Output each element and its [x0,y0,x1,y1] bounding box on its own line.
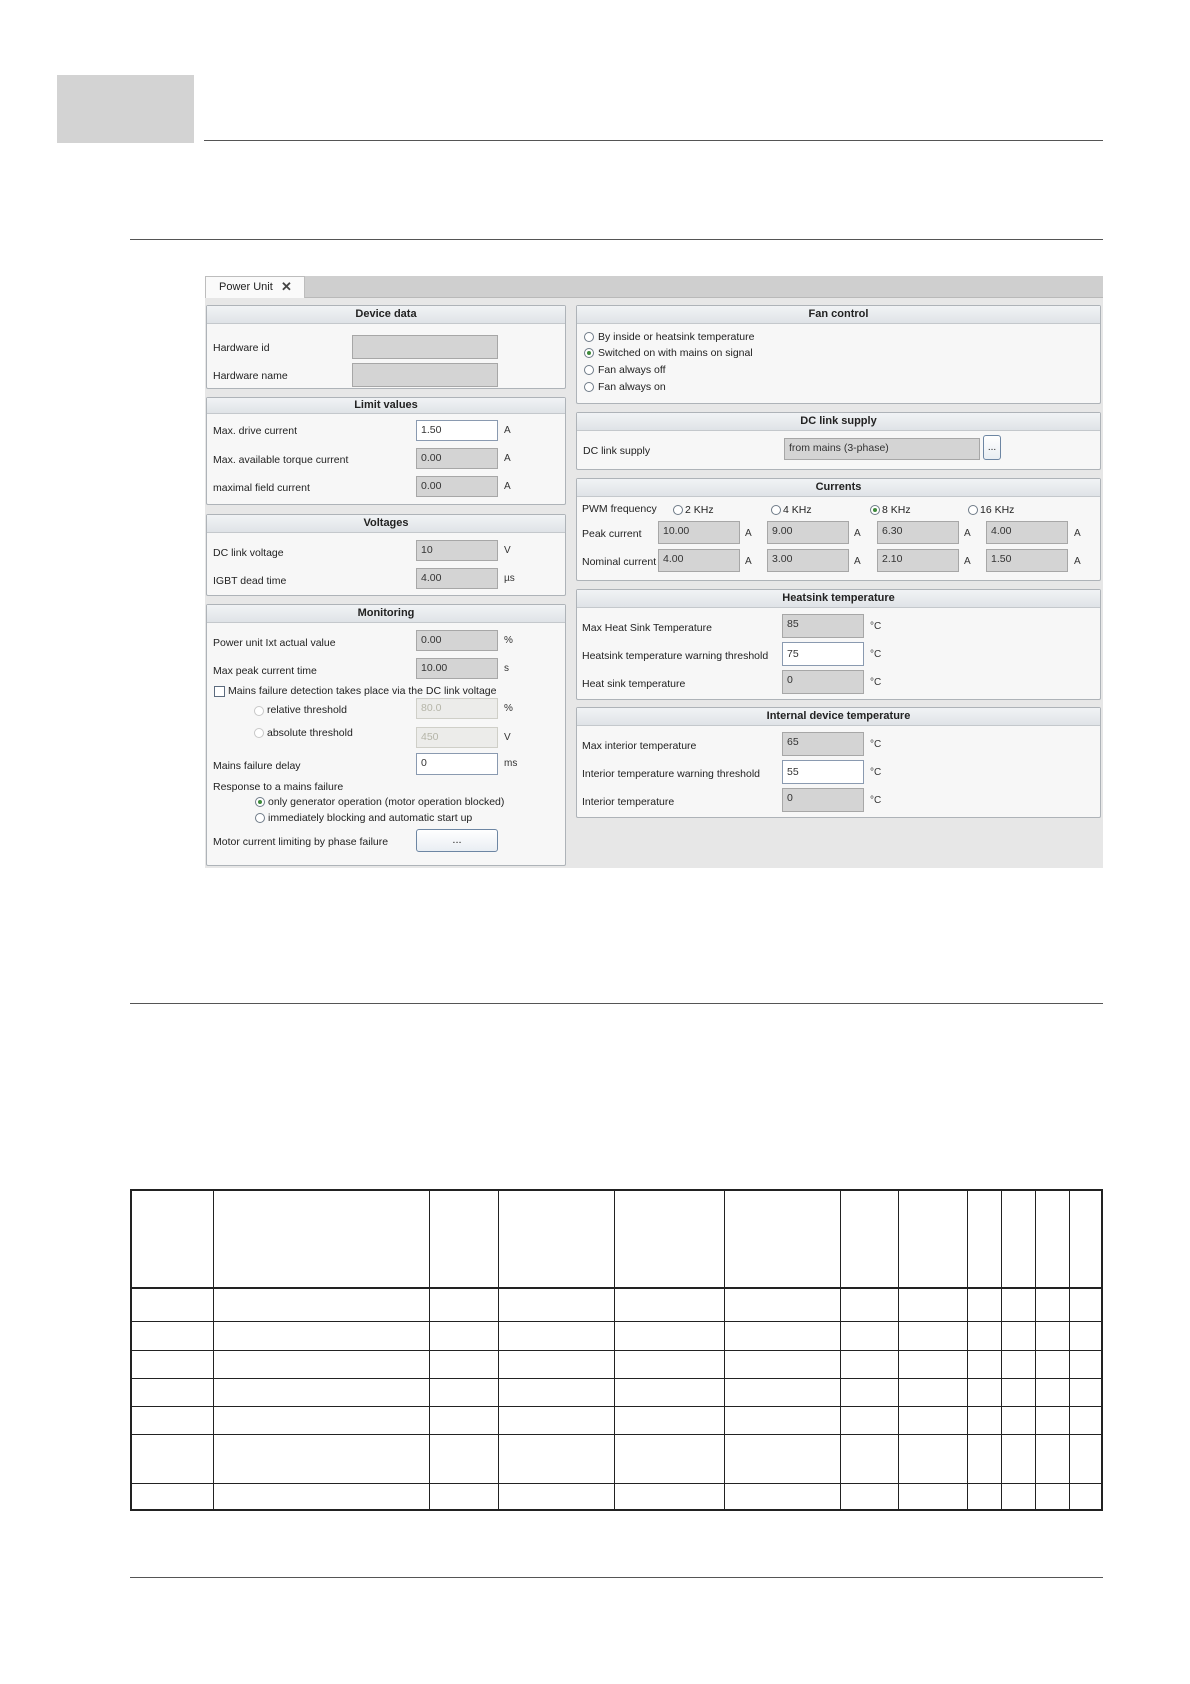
interior-warning-input[interactable]: 55 [782,760,864,784]
unit-label: °C [870,621,882,632]
nominal-current-label: Nominal current [582,556,657,568]
dc-link-supply-title: DC link supply [577,413,1100,431]
igbt-dead-time-label: IGBT dead time [213,575,287,587]
table-column-rule [967,1189,968,1511]
monitoring-group [206,604,566,866]
mains-failure-delay-label: Mains failure delay [213,760,301,772]
section-rule-middle [130,1003,1103,1004]
hardware-id-label: Hardware id [213,342,270,354]
table-row-rule [130,1406,1103,1407]
relative-threshold-label: relative threshold [267,704,347,716]
interior-temp-title: Internal device temperature [577,708,1100,726]
response-blocking-label: immediately blocking and automatic start up [268,812,473,824]
response-generator-label: only generator operation (motor operation blocked) [268,796,505,808]
heatsink-temp-label: Heat sink temperature [582,678,686,690]
dc-link-supply-button[interactable]: ... [983,435,1001,460]
max-torque-current-field: 0.00 [416,448,498,469]
peak-current-field: 9.00 [767,521,849,544]
unit-label: A [854,528,861,539]
hardware-id-field [352,335,498,359]
response-generator-radio[interactable] [255,797,265,807]
nominal-current-field: 1.50 [986,549,1068,572]
relative-threshold-radio[interactable] [254,706,264,716]
unit-label: A [504,481,511,492]
fan-option-temperature-label: By inside or heatsink temperature [598,331,755,343]
table-column-rule [724,1189,725,1511]
response-label: Response to a mains failure [213,781,344,793]
table-row-rule [130,1378,1103,1379]
max-peak-time-label: Max peak current time [213,665,317,677]
phase-failure-button[interactable]: ... [416,829,498,852]
peak-current-label: Peak current [582,528,642,540]
table-column-rule [1069,1189,1070,1511]
fan-option-off-radio[interactable] [584,365,594,375]
unit-label: °C [870,649,882,660]
tab-label: Power Unit [219,281,273,293]
max-heatsink-temp-label: Max Heat Sink Temperature [582,622,712,634]
table-column-rule [1035,1189,1036,1511]
table-column-rule [213,1189,214,1511]
heatsink-title: Heatsink temperature [577,590,1100,608]
pwm-2khz-radio[interactable] [673,505,683,515]
pwm-2khz-label: 2 KHz [685,504,714,516]
close-icon[interactable]: ✕ [281,279,292,294]
power-unit-screenshot [205,276,1103,868]
fan-option-on-label: Fan always on [598,381,666,393]
hardware-name-label: Hardware name [213,370,288,382]
pwm-8khz-label: 8 KHz [882,504,911,516]
device-data-group [206,305,566,389]
hardware-name-field [352,363,498,387]
unit-label: A [1074,528,1081,539]
phase-failure-label: Motor current limiting by phase failure [213,836,389,848]
dc-link-supply-field: from mains (3-phase) [784,438,980,460]
nominal-current-field: 4.00 [658,549,740,572]
heatsink-group [576,589,1101,700]
unit-label: % [504,635,513,646]
table-row-rule [130,1350,1103,1351]
unit-label: °C [870,677,882,688]
device-data-title: Device data [207,306,565,324]
voltages-title: Voltages [207,515,565,533]
section-rule-top [130,239,1103,240]
max-interior-temp-field: 65 [782,732,864,756]
response-blocking-radio[interactable] [255,813,265,823]
table-row-rule [130,1483,1103,1484]
mains-detection-label: Mains failure detection takes place via the DC link voltage [228,685,497,697]
pwm-4khz-radio[interactable] [771,505,781,515]
absolute-threshold-radio[interactable] [254,728,264,738]
pwm-frequency-label: PWM frequency [582,503,657,515]
limit-values-title: Limit values [207,398,565,414]
peak-current-field: 4.00 [986,521,1068,544]
pwm-8khz-radio[interactable] [870,505,880,515]
table-column-rule [898,1189,899,1511]
tab-strip [205,276,1103,298]
max-field-current-label: maximal field current [213,482,310,494]
dc-link-supply-label: DC link supply [583,445,651,457]
limit-values-group [206,397,566,505]
unit-label: ms [504,758,518,769]
pwm-16khz-radio[interactable] [968,505,978,515]
max-field-current-field: 0.00 [416,476,498,497]
relative-threshold-field[interactable]: 80.0 [416,698,498,719]
table-row-rule [130,1434,1103,1435]
unit-label: °C [870,739,882,750]
interior-temp-label: Interior temperature [582,796,675,808]
unit-label: s [504,663,509,674]
table-column-rule [429,1189,430,1511]
heatsink-warning-label: Heatsink temperature warning threshold [582,650,769,662]
mains-detection-checkbox[interactable] [214,686,225,697]
unit-label: µs [504,573,515,584]
igbt-dead-time-field: 4.00 [416,568,498,589]
fan-option-off-label: Fan always off [598,364,666,376]
unit-label: A [504,425,511,436]
fan-control-title: Fan control [577,306,1100,324]
unit-label: % [504,703,513,714]
interior-temp-group [576,707,1101,818]
interior-temp-field: 0 [782,788,864,812]
unit-label: V [504,732,511,743]
table-header-rule [130,1287,1103,1289]
fan-option-temperature-radio[interactable] [584,332,594,342]
unit-label: V [504,545,511,556]
pwm-16khz-label: 16 KHz [980,504,1015,516]
unit-label: A [964,528,971,539]
absolute-threshold-field[interactable]: 450 [416,727,498,748]
unit-label: °C [870,795,882,806]
fan-option-on-radio[interactable] [584,382,594,392]
table-column-rule [840,1189,841,1511]
unit-label: A [854,556,861,567]
peak-current-field: 6.30 [877,521,959,544]
max-drive-current-input[interactable]: 1.50 [416,420,498,441]
nominal-current-field: 2.10 [877,549,959,572]
table-column-rule [1001,1189,1002,1511]
monitoring-title: Monitoring [207,605,565,623]
table-row-rule [130,1321,1103,1322]
table-column-rule [614,1189,615,1511]
header-rule [204,140,1103,141]
peak-current-field: 10.00 [658,521,740,544]
heatsink-warning-input[interactable]: 75 [782,642,864,666]
unit-label: A [964,556,971,567]
fan-option-mains-radio[interactable] [584,348,594,358]
ixt-label: Power unit Ixt actual value [213,637,336,649]
max-drive-current-label: Max. drive current [213,425,298,437]
header-block [57,75,194,143]
unit-label: A [745,528,752,539]
max-torque-current-label: Max. available torque current [213,454,349,466]
max-interior-temp-label: Max interior temperature [582,740,697,752]
currents-title: Currents [577,479,1100,497]
unit-label: A [504,453,511,464]
fan-option-mains-label: Switched on with mains on signal [598,347,753,359]
fan-control-group [576,305,1101,404]
absolute-threshold-label: absolute threshold [267,727,353,739]
voltages-group [206,514,566,596]
max-peak-time-field: 10.00 [416,658,498,679]
currents-group [576,478,1101,581]
table-column-rule [498,1189,499,1511]
unit-label: A [1074,556,1081,567]
mains-failure-delay-input[interactable]: 0 [416,753,498,775]
unit-label: °C [870,767,882,778]
unit-label: A [745,556,752,567]
pwm-4khz-label: 4 KHz [783,504,812,516]
heatsink-temp-field: 0 [782,670,864,694]
nominal-current-field: 3.00 [767,549,849,572]
tab-power-unit[interactable] [205,276,305,298]
ixt-field: 0.00 [416,630,498,651]
dc-link-voltage-label: DC link voltage [213,547,284,559]
interior-warning-label: Interior temperature warning threshold [582,768,761,780]
dc-link-voltage-field: 10 [416,540,498,561]
dc-link-supply-group [576,412,1101,470]
footer-rule [130,1577,1103,1578]
max-heatsink-temp-field: 85 [782,614,864,638]
